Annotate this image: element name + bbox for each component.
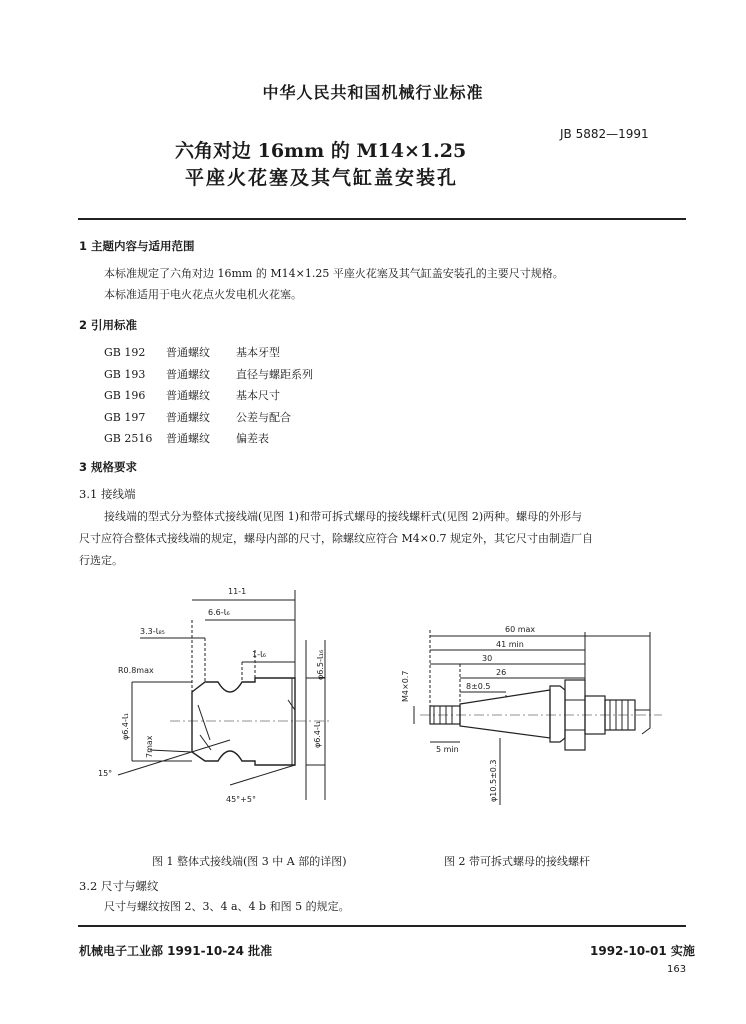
svg-text:60 max: 60 max	[505, 625, 536, 634]
figure-2-caption: 图 2 带可拆式螺母的接线螺杆	[444, 855, 590, 868]
reference-item	[104, 387, 280, 403]
section-3-1-heading: 3.1 接线端	[79, 487, 136, 501]
reference-description: 公差与配合	[236, 410, 291, 424]
section-1-heading: 1 主题内容与适用范围	[79, 239, 195, 253]
svg-text:φ6.4-Ɩ₁: φ6.4-Ɩ₁	[121, 713, 130, 740]
reference-code: GB 196	[104, 389, 146, 402]
document-title-line2: 平座火花塞及其气缸盖安装孔	[185, 167, 459, 189]
reference-name: 普通螺纹	[166, 346, 210, 359]
section-3-2-heading: 3.2 尺寸与螺纹	[79, 879, 159, 893]
reference-item	[104, 366, 313, 382]
svg-text:6.6-Ɩ₆: 6.6-Ɩ₆	[208, 608, 230, 617]
section-3-1-line-1: 接线端的型式分为整体式接线端(见图 1)和带可拆式螺母的接线螺杆式(见图 2)两种。螺母的外形与	[104, 510, 583, 523]
issuing-body-title: 中华人民共和国机械行业标准	[262, 83, 484, 102]
reference-name: 普通螺纹	[166, 367, 210, 381]
implementation-date: 1992-10-01 实施	[590, 944, 695, 958]
reference-description: 直径与螺距系列	[236, 367, 313, 381]
svg-text:41 min: 41 min	[496, 640, 524, 649]
figure-1-integral-terminal-drawing	[80, 580, 380, 820]
reference-description: 偏差表	[236, 432, 269, 445]
svg-text:φ6.4-Ɩ₁: φ6.4-Ɩ₁	[313, 721, 322, 748]
footer-divider	[78, 925, 686, 927]
reference-name: 普通螺纹	[166, 432, 210, 445]
svg-text:15°: 15°	[98, 769, 113, 778]
svg-text:φ6.5-Ɩ₁₆: φ6.5-Ɩ₁₆	[316, 649, 325, 680]
reference-name: 普通螺纹	[166, 410, 210, 424]
reference-code: GB 193	[104, 367, 146, 381]
section-1-paragraph-2: 本标准适用于电火花点火发电机火花塞。	[104, 288, 302, 301]
header-divider	[78, 218, 686, 220]
svg-text:3.3-Ɩ₈₅: 3.3-Ɩ₈₅	[140, 627, 165, 636]
svg-text:R0.8max: R0.8max	[118, 666, 154, 675]
svg-text:45°+5°: 45°+5°	[226, 795, 256, 804]
svg-text:7max: 7max	[145, 735, 154, 758]
section-3-1-line-3: 行选定。	[79, 554, 123, 567]
svg-text:26: 26	[496, 668, 507, 677]
document-title-line1: 六角对边 16mm 的 M14×1.25	[175, 140, 467, 162]
reference-description: 基本牙型	[236, 346, 280, 359]
reference-code: GB 2516	[104, 432, 153, 445]
reference-item	[104, 409, 291, 425]
svg-text:5 min: 5 min	[436, 745, 459, 754]
svg-text:8±0.5: 8±0.5	[466, 682, 491, 691]
section-3-1-line-2: 尺寸应符合整体式接线端的规定，螺母内部的尺寸，除螺纹应符合 M4×0.7 规定外，其它尺寸由制造厂自	[79, 532, 593, 545]
svg-text:φ10.5±0.3: φ10.5±0.3	[489, 759, 498, 802]
reference-name: 普通螺纹	[166, 389, 210, 402]
section-1-paragraph-1: 本标准规定了六角对边 16mm 的 M14×1.25 平座火花塞及其气缸盖安装孔的主要尺寸规格。	[104, 267, 564, 280]
page-number: 163	[667, 964, 687, 975]
figure-2-removable-nut-terminal-drawing	[400, 620, 680, 810]
reference-item	[104, 344, 280, 360]
section-3-heading: 3 规格要求	[79, 460, 138, 474]
svg-text:11-1: 11-1	[228, 587, 247, 596]
svg-text:M4×0.7: M4×0.7	[401, 670, 410, 702]
reference-code: GB 197	[104, 410, 146, 424]
standard-number: JB 5882—1991	[560, 127, 649, 141]
figure-1-caption: 图 1 整体式接线端(图 3 中 A 部的详图)	[152, 855, 347, 868]
section-3-2-text: 尺寸与螺纹按图 2、3、4 a、4 b 和图 5 的规定。	[104, 900, 350, 913]
reference-description: 基本尺寸	[236, 389, 280, 402]
approval-date: 机械电子工业部 1991-10-24 批准	[79, 944, 273, 958]
svg-text:30: 30	[482, 654, 493, 663]
reference-item	[104, 430, 269, 446]
reference-code: GB 192	[104, 346, 146, 359]
section-2-heading: 2 引用标准	[79, 318, 138, 332]
svg-text:1-Ɩ₆: 1-Ɩ₆	[252, 650, 267, 659]
